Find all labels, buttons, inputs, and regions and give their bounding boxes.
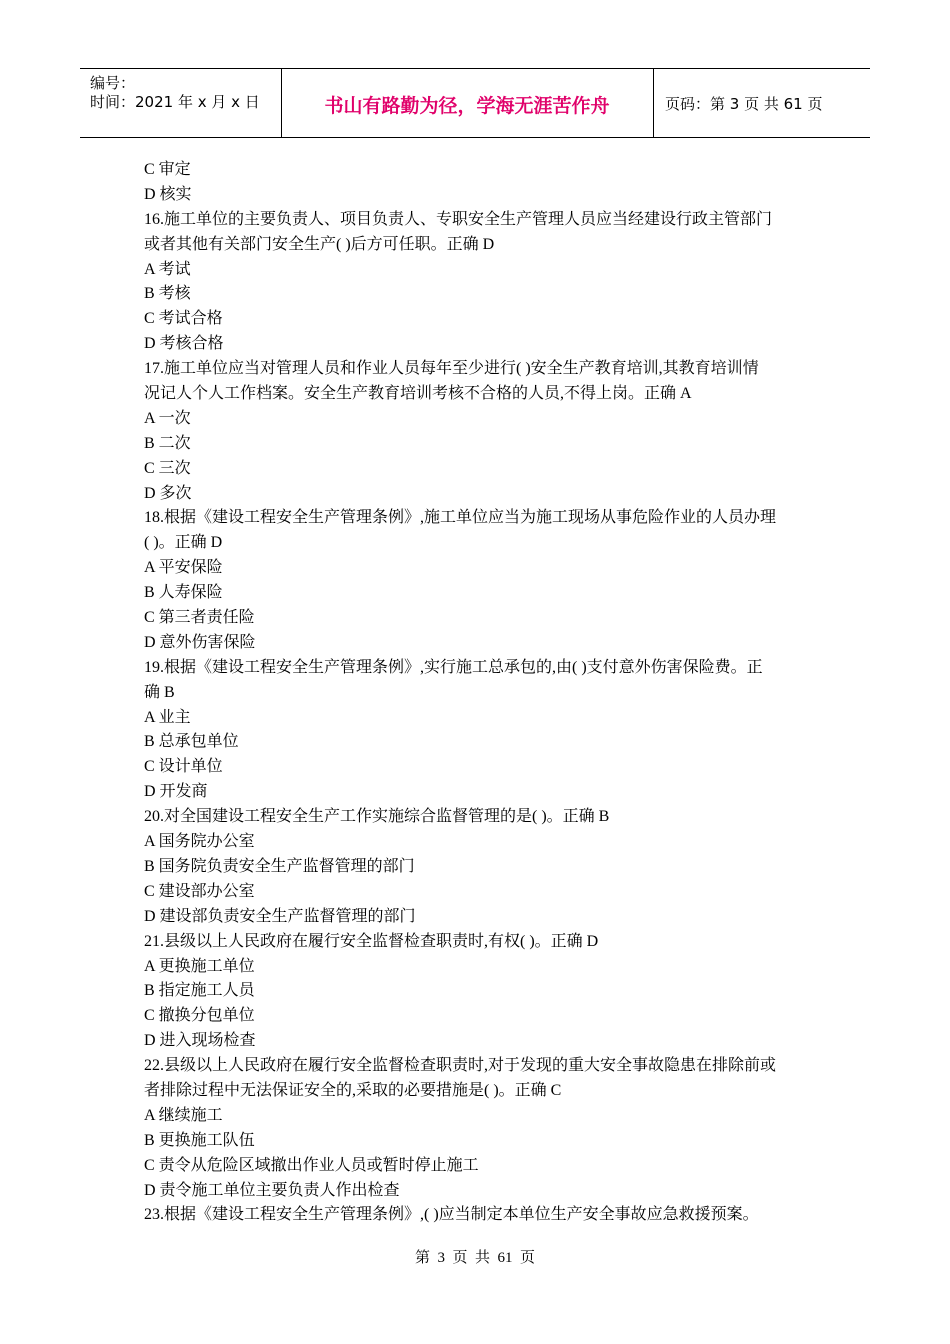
- text-line: 确 B: [144, 683, 175, 701]
- text-line: A 国务院办公室: [144, 833, 255, 851]
- header-motto: 书山有路勤为径，学海无涯苦作舟: [324, 95, 610, 117]
- text-line: B 国务院负责安全生产监督管理的部门: [144, 857, 415, 875]
- text-line: 22.县级以上人民政府在履行安全监督检查职责时,对于发现的重大安全事故隐患在排除前或: [144, 1057, 777, 1075]
- text-line: D 建设部负责安全生产监督管理的部门: [144, 907, 416, 925]
- text-line: A 继续施工: [144, 1106, 223, 1124]
- text-line: ( )。正确 D: [144, 534, 223, 552]
- text-line: D 核实: [144, 185, 192, 203]
- text-line: C 撤换分包单位: [144, 1007, 255, 1025]
- document-body: [144, 158, 809, 1228]
- text-line: D 责令施工单位主要负责人作出检查: [144, 1181, 400, 1199]
- text-line: D 考核合格: [144, 335, 224, 353]
- text-line: C 第三者责任险: [144, 609, 255, 627]
- header-middle-cell: [281, 69, 654, 137]
- text-line: D 多次: [144, 484, 192, 502]
- text-line: 19.根据《建设工程安全生产管理条例》,实行施工总承包的,由( )支付意外伤害保险费。正: [144, 658, 763, 676]
- text-line: C 考试合格: [144, 310, 223, 328]
- text-line: B 考核: [144, 285, 191, 303]
- text-line: A 业主: [144, 708, 191, 726]
- text-line: B 二次: [144, 434, 191, 452]
- text-line: C 责令从危险区域撤出作业人员或暂时停止施工: [144, 1156, 479, 1174]
- text-line: 者排除过程中无法保证安全的,采取的必要措施是( )。正确 C: [144, 1081, 562, 1099]
- text-line: 20.对全国建设工程安全生产工作实施综合监督管理的是( )。正确 B: [144, 808, 610, 826]
- text-line: 23.根据《建设工程安全生产管理条例》,( )应当制定本单位生产安全事故应急救援预案。: [144, 1206, 759, 1224]
- page-footer: 第 3 页 共 61 页: [414, 1250, 535, 1266]
- number-label: 编号：: [90, 74, 136, 92]
- text-line: D 开发商: [144, 783, 208, 801]
- text-line: C 审定: [144, 161, 191, 178]
- text-line: A 平安保险: [144, 559, 223, 577]
- text-line: D 意外伤害保险: [144, 633, 256, 651]
- text-line: 16.施工单位的主要负责人、项目负责人、专职安全生产管理人员应当经建设行政主管部门: [144, 210, 773, 228]
- text-line: A 一次: [144, 409, 191, 427]
- text-line: 况记人个人工作档案。安全生产教育培训考核不合格的人员,不得上岗。正确 A: [144, 385, 692, 403]
- text-line: B 指定施工人员: [144, 982, 255, 1000]
- page-header: [80, 68, 870, 138]
- text-line: B 更换施工队伍: [144, 1131, 255, 1149]
- header-page-info: 页码：第 3 页 共 61 页: [665, 95, 823, 113]
- text-line: B 人寿保险: [144, 584, 223, 602]
- text-line: C 三次: [144, 459, 191, 477]
- text-line: 18.根据《建设工程安全生产管理条例》,施工单位应当为施工现场从事危险作业的人员办理: [144, 509, 777, 527]
- text-line: 或者其他有关部门安全生产( )后方可任职。正确 D: [144, 235, 495, 253]
- text-line: 17.施工单位应当对管理人员和作业人员每年至少进行( )安全生产教育培训,其教育培训情: [144, 360, 759, 378]
- text-line: B 总承包单位: [144, 733, 239, 751]
- time-label: 时间：2021 年 x 月 x 日: [90, 93, 260, 111]
- text-line: 21.县级以上人民政府在履行安全监督检查职责时,有权( )。正确 D: [144, 932, 599, 950]
- text-line: A 考试: [144, 260, 191, 278]
- header-right-cell: [654, 69, 870, 137]
- text-line: A 更换施工单位: [144, 957, 255, 975]
- text-line: D 进入现场检查: [144, 1032, 256, 1050]
- text-line: C 设计单位: [144, 758, 223, 776]
- header-left-cell: [80, 69, 282, 137]
- text-line: C 建设部办公室: [144, 882, 255, 900]
